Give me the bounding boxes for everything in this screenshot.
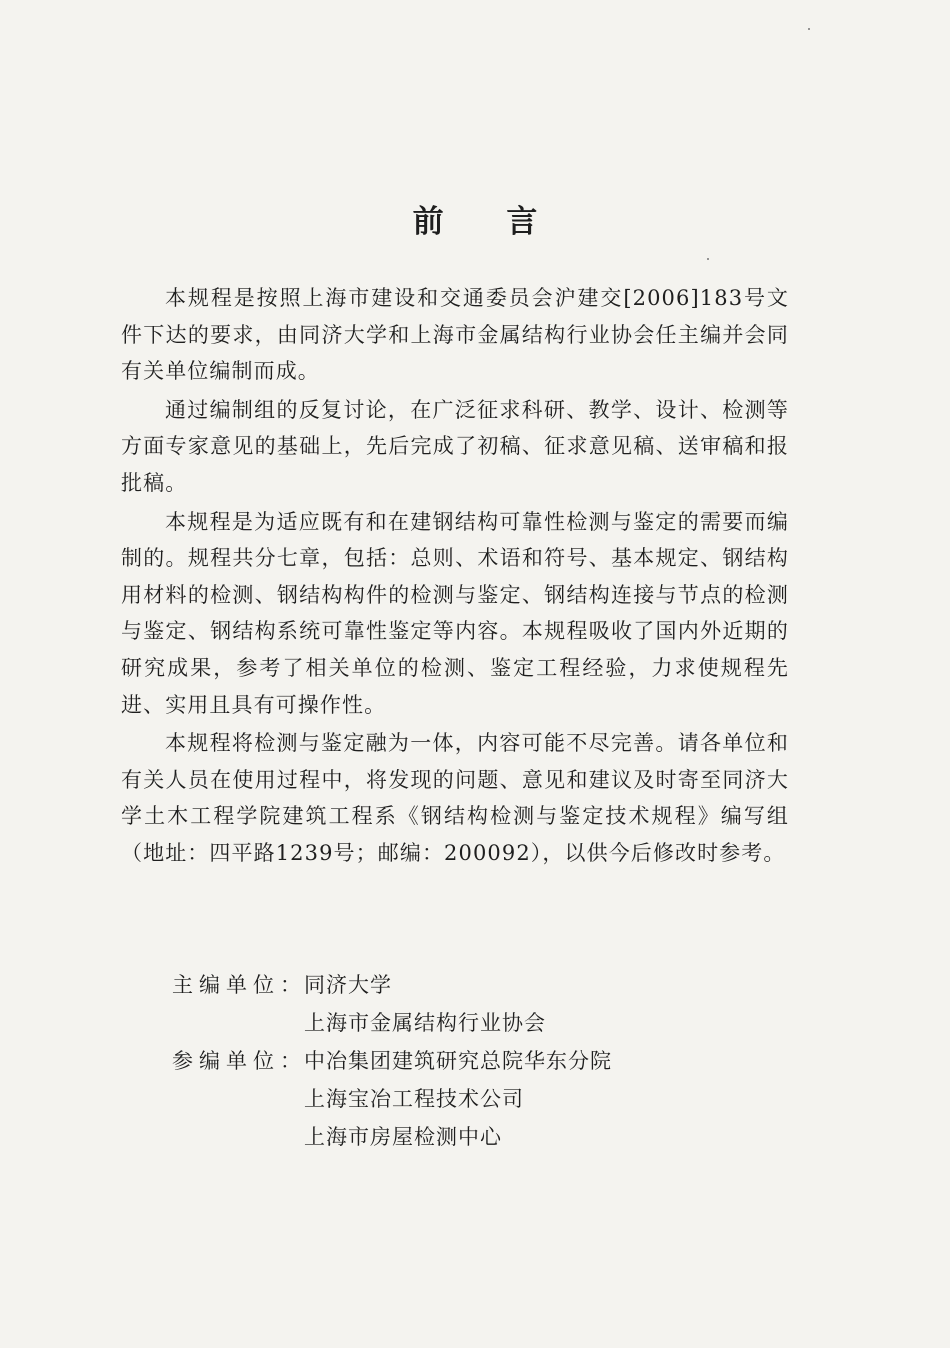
unit-name: 上海宝冶工程技术公司 xyxy=(304,1087,524,1111)
unit-name: 同济大学 xyxy=(304,973,392,997)
unit-name: 上海市金属结构行业协会 xyxy=(304,1011,546,1035)
editing-units xyxy=(172,966,612,1156)
scan-speck xyxy=(707,258,709,260)
paragraph: 本规程是为适应既有和在建钢结构可靠性检测与鉴定的需要而编制的。规程共分七章，包括：总则、术语和符号、基本规定、钢结构用材料的检测、钢结构构件的检测与鉴定、钢结构连接与节点的检测与鉴定、钢结构系统可靠性鉴定等内容。本规程吸收了国内外近期的研究成果，参考了相关单位的检测、鉴定工程经验，力求使规程先进、实用且具有可操作性。 xyxy=(121,509,789,717)
participating-units-row xyxy=(172,1042,612,1156)
page-title: 前 言 xyxy=(412,204,564,240)
paragraph: 通过编制组的反复讨论，在广泛征求科研、教学、设计、检测等方面专家意见的基础上，先后完成了初稿、征求意见稿、送审稿和报批稿。 xyxy=(121,397,789,495)
unit-name: 上海市房屋检测中心 xyxy=(304,1125,502,1149)
paragraph: 本规程是按照上海市建设和交通委员会沪建交[2006]183号文件下达的要求，由同济大学和上海市金属结构行业协会任主编并会同有关单位编制而成。 xyxy=(121,286,789,384)
participating-units-label: 参编单位： xyxy=(172,1049,307,1073)
chief-units-label: 主编单位： xyxy=(172,973,307,997)
chief-units-row xyxy=(172,966,612,1042)
unit-name: 中冶集团建筑研究总院华东分院 xyxy=(304,1049,612,1073)
scan-speck xyxy=(808,28,810,30)
preface-body xyxy=(121,280,789,874)
chief-units-list xyxy=(304,966,546,1042)
paragraph: 本规程将检测与鉴定融为一体，内容可能不尽完善。请各单位和有关人员在使用过程中，将发现的问题、意见和建议及时寄至同济大学土木工程学院建筑工程系《钢结构检测与鉴定技术规程》编写组（地址：四平路1239号；邮编：200092），以供今后修改时参考。 xyxy=(121,731,789,865)
participating-units-list xyxy=(304,1042,612,1156)
